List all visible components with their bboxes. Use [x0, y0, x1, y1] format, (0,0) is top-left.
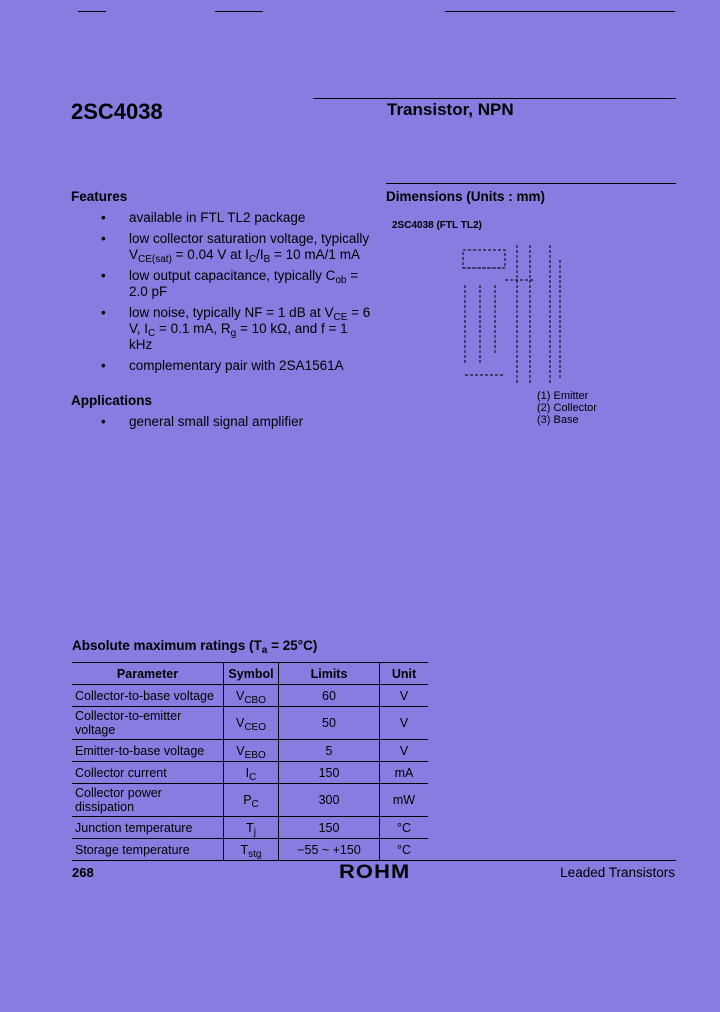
table-row	[72, 784, 428, 817]
parameter-cell: Collector-to-emitter voltage	[72, 707, 224, 740]
applications-heading: Applications	[71, 393, 153, 408]
divider	[215, 11, 263, 12]
table-row	[72, 707, 428, 740]
parameter-cell: Storage temperature	[72, 839, 224, 861]
divider	[313, 98, 676, 99]
feature-item: • low noise, typically NF = 1 dB at $V_{CE} = 6$ V, $I_C = 0.1$ mA, $R_g = 10$ kΩ, and f = 1 kHz	[71, 305, 371, 353]
parameter-cell: Junction temperature	[72, 817, 224, 839]
col-unit: Unit	[380, 663, 429, 685]
symbol-cell: $V_{CEO}$	[224, 707, 279, 740]
symbol-cell: $T_{stg}$	[224, 839, 279, 861]
feature-item: • complementary pair with 2SA1561A	[71, 358, 371, 374]
feature-item: • available in FTL TL2 package	[71, 210, 371, 226]
divider	[445, 11, 675, 12]
limits-cell: −55 ~ +150	[279, 839, 380, 861]
limits-cell: 50	[279, 707, 380, 740]
unit-cell: mA	[380, 762, 429, 784]
parameter-cell: Collector current	[72, 762, 224, 784]
parameter-cell: Collector-to-base voltage	[72, 685, 224, 707]
ratings-heading: Absolute maximum ratings $(T_a = 25^\circ C)$	[72, 638, 318, 656]
footer-divider	[72, 860, 676, 861]
limits-cell: 5	[279, 740, 380, 762]
col-limits: Limits	[279, 663, 380, 685]
limits-cell: 300	[279, 784, 380, 817]
parameter-cell: Emitter-to-base voltage	[72, 740, 224, 762]
unit-cell: V	[380, 685, 429, 707]
symbol-cell: $V_{EBO}$	[224, 740, 279, 762]
unit-cell: mW	[380, 784, 429, 817]
ratings-table	[72, 662, 428, 861]
table-row	[72, 740, 428, 762]
table-row	[72, 685, 428, 707]
table-row	[72, 839, 428, 861]
device-type: Transistor, NPN	[387, 100, 514, 119]
application-item: • general small signal amplifier	[71, 414, 371, 430]
section-name: Leaded Transistors	[560, 865, 675, 880]
symbol-cell: $V_{CBO}$	[224, 685, 279, 707]
pin-legend	[537, 390, 597, 426]
unit-cell: °C	[380, 839, 429, 861]
feature-item: • low collector saturation voltage, typically $V_{CE(sat)} = 0.04$ V at $I_C/I_B = 10$ mA/1 mA	[71, 231, 371, 263]
unit-cell: V	[380, 740, 429, 762]
package-dimension-drawing	[430, 235, 580, 385]
col-symbol: Symbol	[224, 663, 279, 685]
symbol-cell: $P_C$	[224, 784, 279, 817]
table-row	[72, 817, 428, 839]
features-heading: Features	[71, 189, 128, 204]
part-number: 2SC4038	[71, 99, 163, 124]
feature-item: • low output capacitance, typically $C_{ob} = 2.0$ pF	[71, 268, 371, 300]
pin-1: (1) Emitter	[537, 390, 589, 402]
package-label: 2SC4038 (FTL TL2)	[392, 220, 482, 231]
rohm-logo: ROHM	[339, 862, 411, 883]
features-list	[71, 210, 371, 379]
pin-2: (2) Collector	[537, 402, 597, 414]
symbol-cell: $T_j$	[224, 817, 279, 839]
table-row	[72, 762, 428, 784]
applications-list	[71, 414, 371, 435]
unit-cell: V	[380, 707, 429, 740]
col-parameter: Parameter	[72, 663, 224, 685]
limits-cell: 150	[279, 762, 380, 784]
limits-cell: 150	[279, 817, 380, 839]
pin-3: (3) Base	[537, 414, 579, 426]
divider	[386, 183, 676, 184]
limits-cell: 60	[279, 685, 380, 707]
dimensions-heading: Dimensions (Units : mm)	[386, 189, 546, 204]
divider	[78, 11, 106, 12]
parameter-cell: Collector power dissipation	[72, 784, 224, 817]
page-number: 268	[72, 865, 94, 880]
unit-cell: °C	[380, 817, 429, 839]
symbol-cell: $I_C$	[224, 762, 279, 784]
